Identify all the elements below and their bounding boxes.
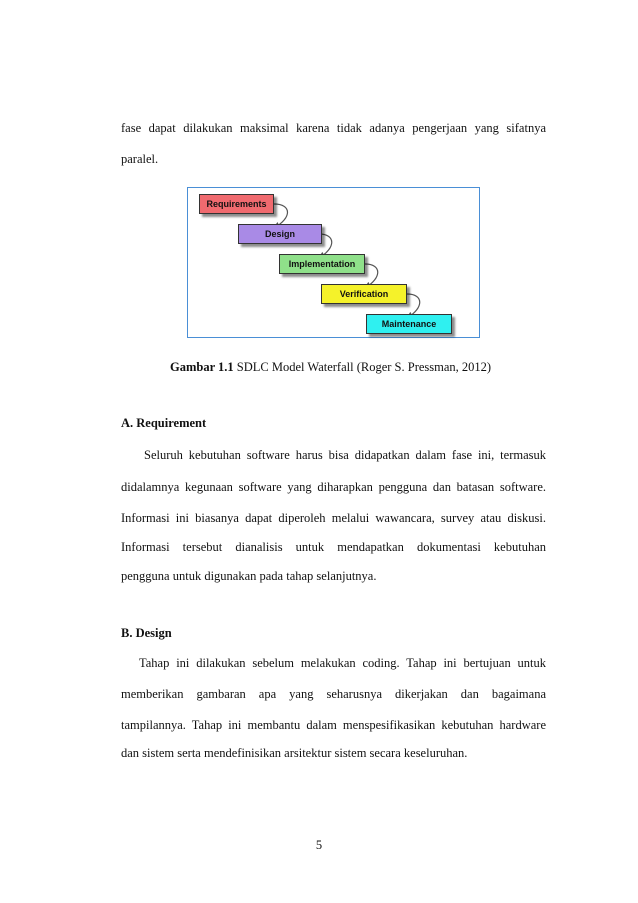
section-a-line: didalamnya kegunaan software yang diharapkan pengguna dan batasan software. <box>121 480 546 494</box>
section-b-line: tampilannya. Tahap ini membantu dalam menspesifikasikan kebutuhan hardware <box>121 718 546 732</box>
section-b-line: Tahap ini dilakukan sebelum melakukan coding. Tahap ini bertujuan untuk <box>139 656 546 670</box>
section-a-line: Informasi tersebut dianalisis untuk mendapatkan dokumentasi kebutuhan <box>121 540 546 554</box>
figure-caption <box>170 360 491 375</box>
section-a-heading: A. Requirement <box>121 416 207 430</box>
section-b-line: memberikan gambaran apa yang seharusnya dikerjakan dan bagaimana <box>121 687 546 701</box>
section-b-heading: B. Design <box>121 626 172 640</box>
intro-line-1: fase dapat dilakukan maksimal karena tidak adanya pengerjaan yang sifatnya <box>121 121 546 135</box>
section-a-line: pengguna untuk digunakan pada tahap selanjutnya. <box>121 569 377 583</box>
section-a-line: Informasi ini biasanya dapat diperoleh melalui wawancara, survey atau diskusi. <box>121 511 546 525</box>
step-implementation: Implementation <box>279 254 365 274</box>
page-number: 5 <box>315 838 323 852</box>
step-maintenance: Maintenance <box>366 314 452 334</box>
section-a-line: Seluruh kebutuhan software harus bisa didapatkan dalam fase ini, termasuk <box>144 448 546 462</box>
step-requirements: Requirements <box>199 194 274 214</box>
caption-text: SDLC Model Waterfall (Roger S. Pressman, 2012) <box>233 360 492 374</box>
waterfall-figure <box>187 187 480 338</box>
caption-label: Gambar 1.1 <box>170 360 234 374</box>
step-design: Design <box>238 224 322 244</box>
step-verification: Verification <box>321 284 407 304</box>
section-b-line: dan sistem serta mendefinisikan arsitektur sistem secara keseluruhan. <box>121 746 468 760</box>
intro-line-2: paralel. <box>121 152 159 166</box>
